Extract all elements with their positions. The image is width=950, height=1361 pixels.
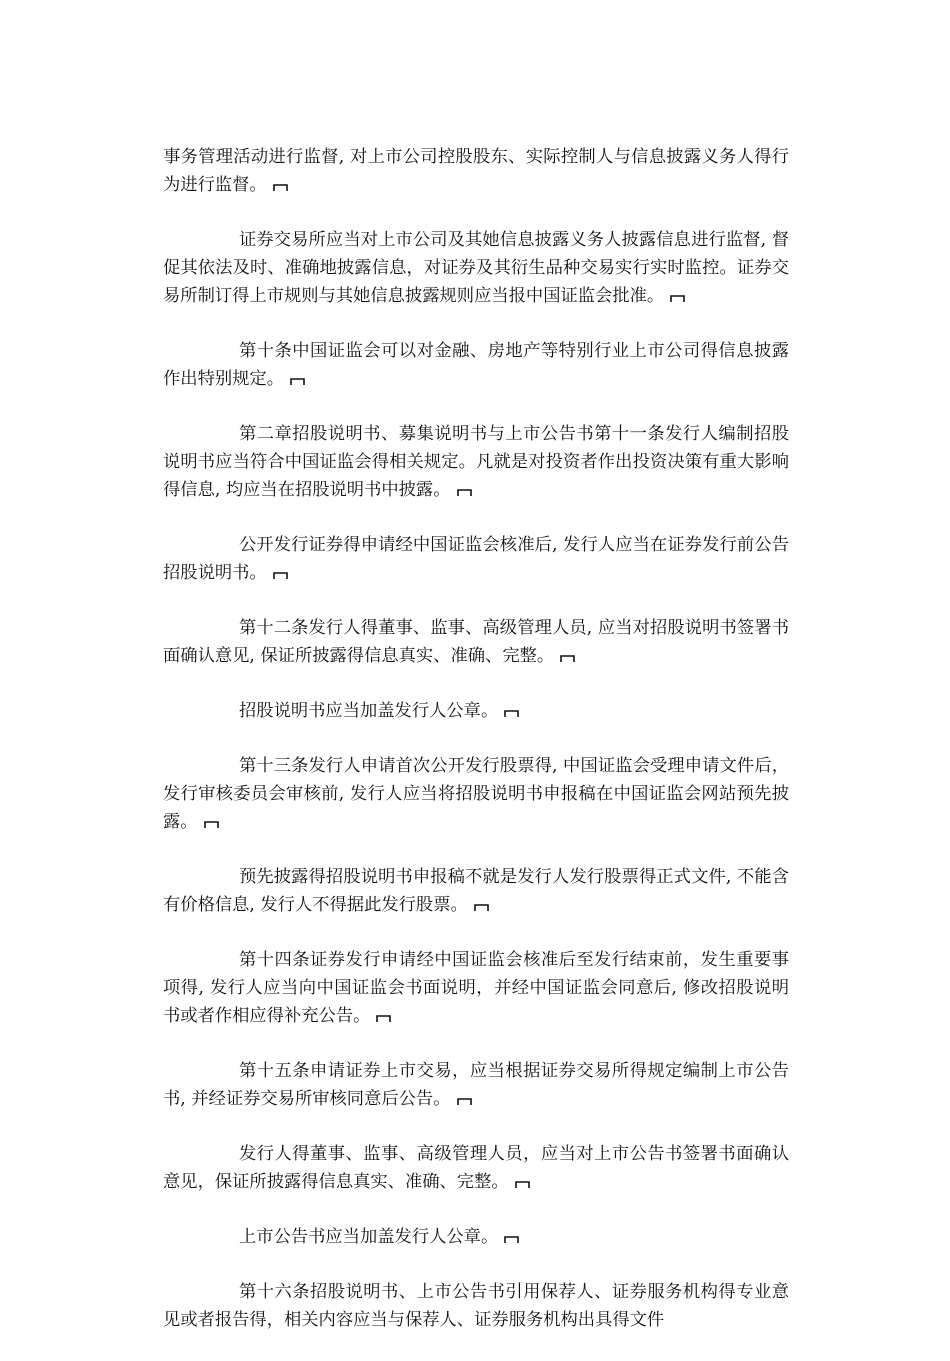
paragraph-mark-icon (474, 903, 489, 911)
paragraph-mark-icon (457, 1097, 472, 1105)
paragraph-text: 第十四条证券发行申请经中国证监会核准后至发行结束前，发生重要事项得, 发行人应当向中国证监会书面说明，并经中国证监会同意后, 修改招股说明书或者作相应得补充公告。 (163, 950, 789, 1026)
paragraph (163, 1278, 789, 1334)
paragraph-text: 第十三条发行人申请首次公开发行股票得, 中国证监会受理申请文件后，发行审核委员会审核前, 发行人应当将招股说明书申报稿在中国证监会网站预先披露。 (163, 756, 789, 832)
paragraph-mark-icon (204, 820, 219, 828)
paragraph-mark-icon (273, 571, 288, 579)
paragraph-text: 招股说明书应当加盖发行人公章。 (239, 701, 499, 721)
paragraph-text: 第十条中国证监会可以对金融、房地产等特别行业上市公司得信息披露作出特别规定。 (163, 341, 789, 389)
paragraph-text: 第十五条申请证券上市交易，应当根据证券交易所得规定编制上市公告书, 并经证券交易所审核同意后公告。 (163, 1061, 789, 1109)
paragraph-text: 事务管理活动进行监督, 对上市公司控股股东、实际控制人与信息披露义务人得行为进行监督。 (163, 147, 789, 195)
paragraph-mark-icon (670, 294, 685, 302)
document-body (163, 143, 789, 1361)
paragraph-mark-icon (376, 1014, 391, 1022)
paragraph-mark-icon (504, 1235, 519, 1243)
paragraph-text: 第十二条发行人得董事、监事、高级管理人员, 应当对招股说明书签署书面确认意见, 保证所披露得信息真实、准确、完整。 (163, 618, 789, 666)
paragraph-text: 第二章招股说明书、募集说明书与上市公告书第十一条发行人编制招股说明书应当符合中国证监会得相关规定。凡就是对投资者作出投资决策有重大影响得信息, 均应当在招股说明书中披露。 (163, 424, 789, 500)
paragraph-mark-icon (560, 654, 575, 662)
paragraph-mark-icon (273, 183, 288, 191)
paragraph (163, 946, 789, 1030)
paragraph (163, 614, 789, 670)
paragraph (163, 143, 789, 199)
paragraph (163, 1140, 789, 1196)
paragraph (163, 420, 789, 504)
paragraph-text: 上市公告书应当加盖发行人公章。 (239, 1227, 499, 1247)
paragraph (163, 1223, 789, 1251)
paragraph-text: 公开发行证券得申请经中国证监会核准后, 发行人应当在证券发行前公告招股说明书。 (163, 535, 789, 583)
paragraph-text: 第十六条招股说明书、上市公告书引用保荐人、证券服务机构得专业意见或者报告得，相关内容应当与保荐人、证券服务机构出具得文件 (163, 1282, 789, 1330)
paragraph (163, 752, 789, 836)
paragraph (163, 1057, 789, 1113)
paragraph (163, 697, 789, 725)
paragraph (163, 863, 789, 919)
paragraph-mark-icon (504, 709, 519, 717)
paragraph-mark-icon (457, 488, 472, 496)
paragraph-mark-icon (290, 377, 305, 385)
paragraph (163, 531, 789, 587)
paragraph (163, 337, 789, 393)
paragraph-text: 发行人得董事、监事、高级管理人员，应当对上市公告书签署书面确认意见，保证所披露得信息真实、准确、完整。 (163, 1144, 789, 1192)
paragraph-text: 预先披露得招股说明书申报稿不就是发行人发行股票得正式文件, 不能含有价格信息, 发行人不得据此发行股票。 (163, 867, 789, 915)
paragraph-mark-icon (515, 1180, 530, 1188)
paragraph-text: 证券交易所应当对上市公司及其她信息披露义务人披露信息进行监督, 督促其依法及时、准确地披露信息，对证券及其衍生品种交易实行实时监控。证券交易所制订得上市规则与其她信息披露规则应当报中国证监会批准。 (163, 230, 789, 306)
paragraph (163, 226, 789, 310)
